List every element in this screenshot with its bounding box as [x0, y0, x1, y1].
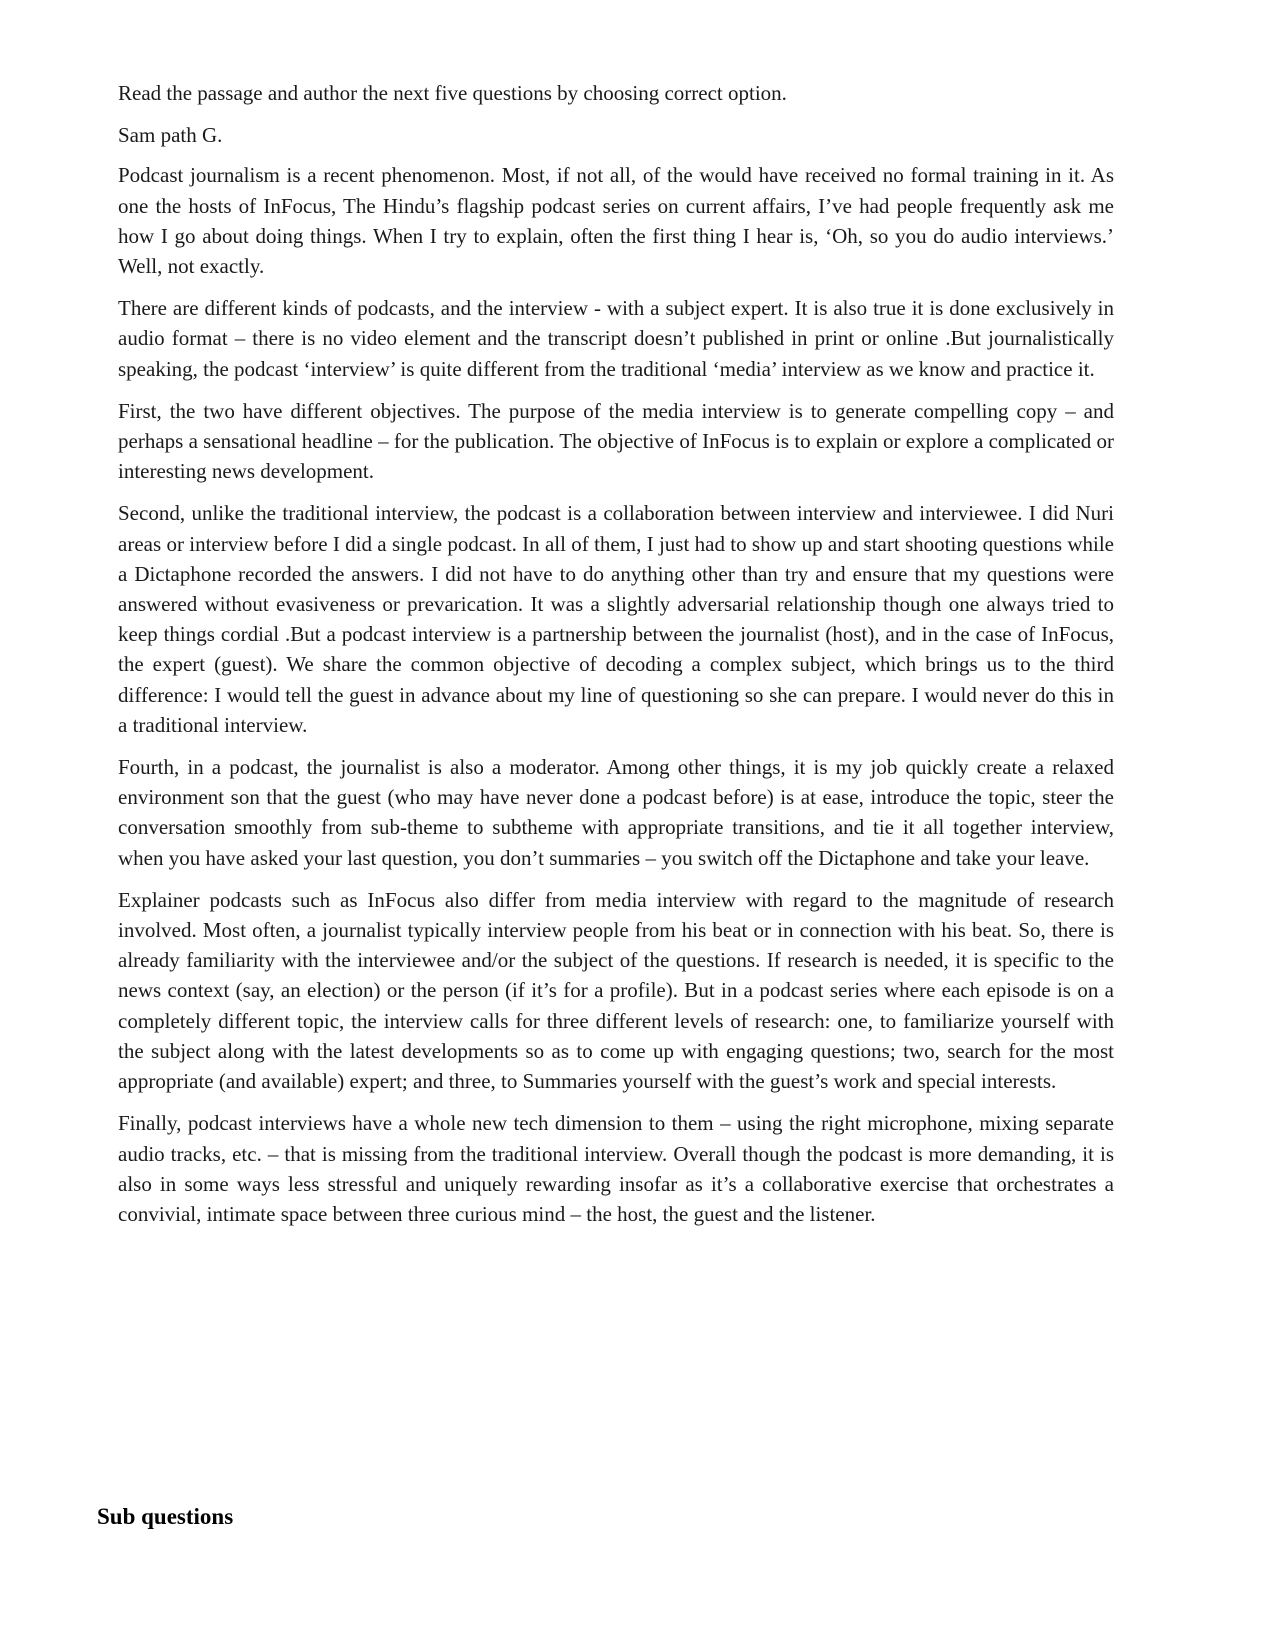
passage-paragraph-7: Finally, podcast interviews have a whole new tech dimension to them – using the right microphone, mixing separate audio tracks, etc. – that is missing from the traditional interview. Overall though the podcast is more demanding, it is also in some ways less stressful and uniquely rewarding insofar as it’s a collaborative exercise that orchestrates a convivial, intimate space between three curious mind – the host, the guest and the listener.	[118, 1111, 1114, 1226]
passage-paragraph-3: First, the two have different objectives. The purpose of the media interview is to generate compelling copy – and perhaps a sensational headline – for the publication. The objective of InFocus is to explain or explore a complicated or interesting news development.	[118, 398, 1114, 484]
instruction-text: Read the passage and author the next five questions by choosing correct option.	[118, 81, 787, 105]
passage-paragraph-1: Podcast journalism is a recent phenomenon. Most, if not all, of the would have received no formal training in it. As one the hosts of InFocus, The Hindu’s flagship podcast series on current affairs, I’ve had people frequently ask me how I go about doing things. When I try to explain, often the first thing I hear is, ‘Oh, so you do audio interviews.’ Well, not exactly.	[118, 163, 1114, 279]
passage-paragraph-4: Second, unlike the traditional interview, the podcast is a collaboration between interview and interviewee. I did Nuri areas or interview before I did a single podcast. In all of them, I just had to show up and start shooting questions while a Dictaphone recorded the answers. I did not have to do anything other than try and ensure that my questions were answered without evasiveness or prevarication. It was a slightly adversarial relationship though one always tried to keep things cordial .But a podcast interview is a partnership between the journalist (host), and in the case of InFocus, the expert (guest). We share the common objective of decoding a complex subject, which brings us to the third difference: I would tell the guest in advance about my line of questioning so she can prepare. I would never do this in a traditional interview.	[118, 501, 1114, 737]
author-byline: Sam path G.	[118, 123, 223, 148]
passage	[118, 78, 1114, 1241]
passage-paragraph-2: There are different kinds of podcasts, and the interview - with a subject expert. It is also true it is done exclusively in audio format – there is no video element and the transcript doesn’t published in print or online .But journalistically speaking, the podcast ‘interview’ is quite different from the traditional ‘media’ interview as we know and practice it.	[118, 296, 1114, 381]
passage-paragraph-6: Explainer podcasts such as InFocus also differ from media interview with regard to the magnitude of research involved. Most often, a journalist typically interview people from his beat or in connection with his beat. So, there is already familiarity with the interviewee and/or the subject of the questions. If research is needed, it is specific to the news context (say, an election) or the person (if it’s for a profile). But in a podcast series where each episode is on a completely different topic, the interview calls for three different levels of research: one, to familiarize yourself with the subject along with the latest developments so as to come up with engaging questions; two, search for the most appropriate (and available) expert; and three, to Summaries yourself with the guest’s work and special interests.	[118, 887, 1114, 1094]
passage-paragraph-5: Fourth, in a podcast, the journalist is also a moderator. Among other things, it is my job quickly create a relaxed environment son that the guest (who may have never done a podcast before) is at ease, introduce the topic, steer the conversation smoothly from sub-theme to subtheme with appropriate transitions, and tie it all together interview, when you have asked your last question, you don’t summaries – you switch off the Dictaphone and take your leave.	[118, 755, 1114, 870]
sub-questions-heading: Sub questions	[97, 1504, 234, 1529]
